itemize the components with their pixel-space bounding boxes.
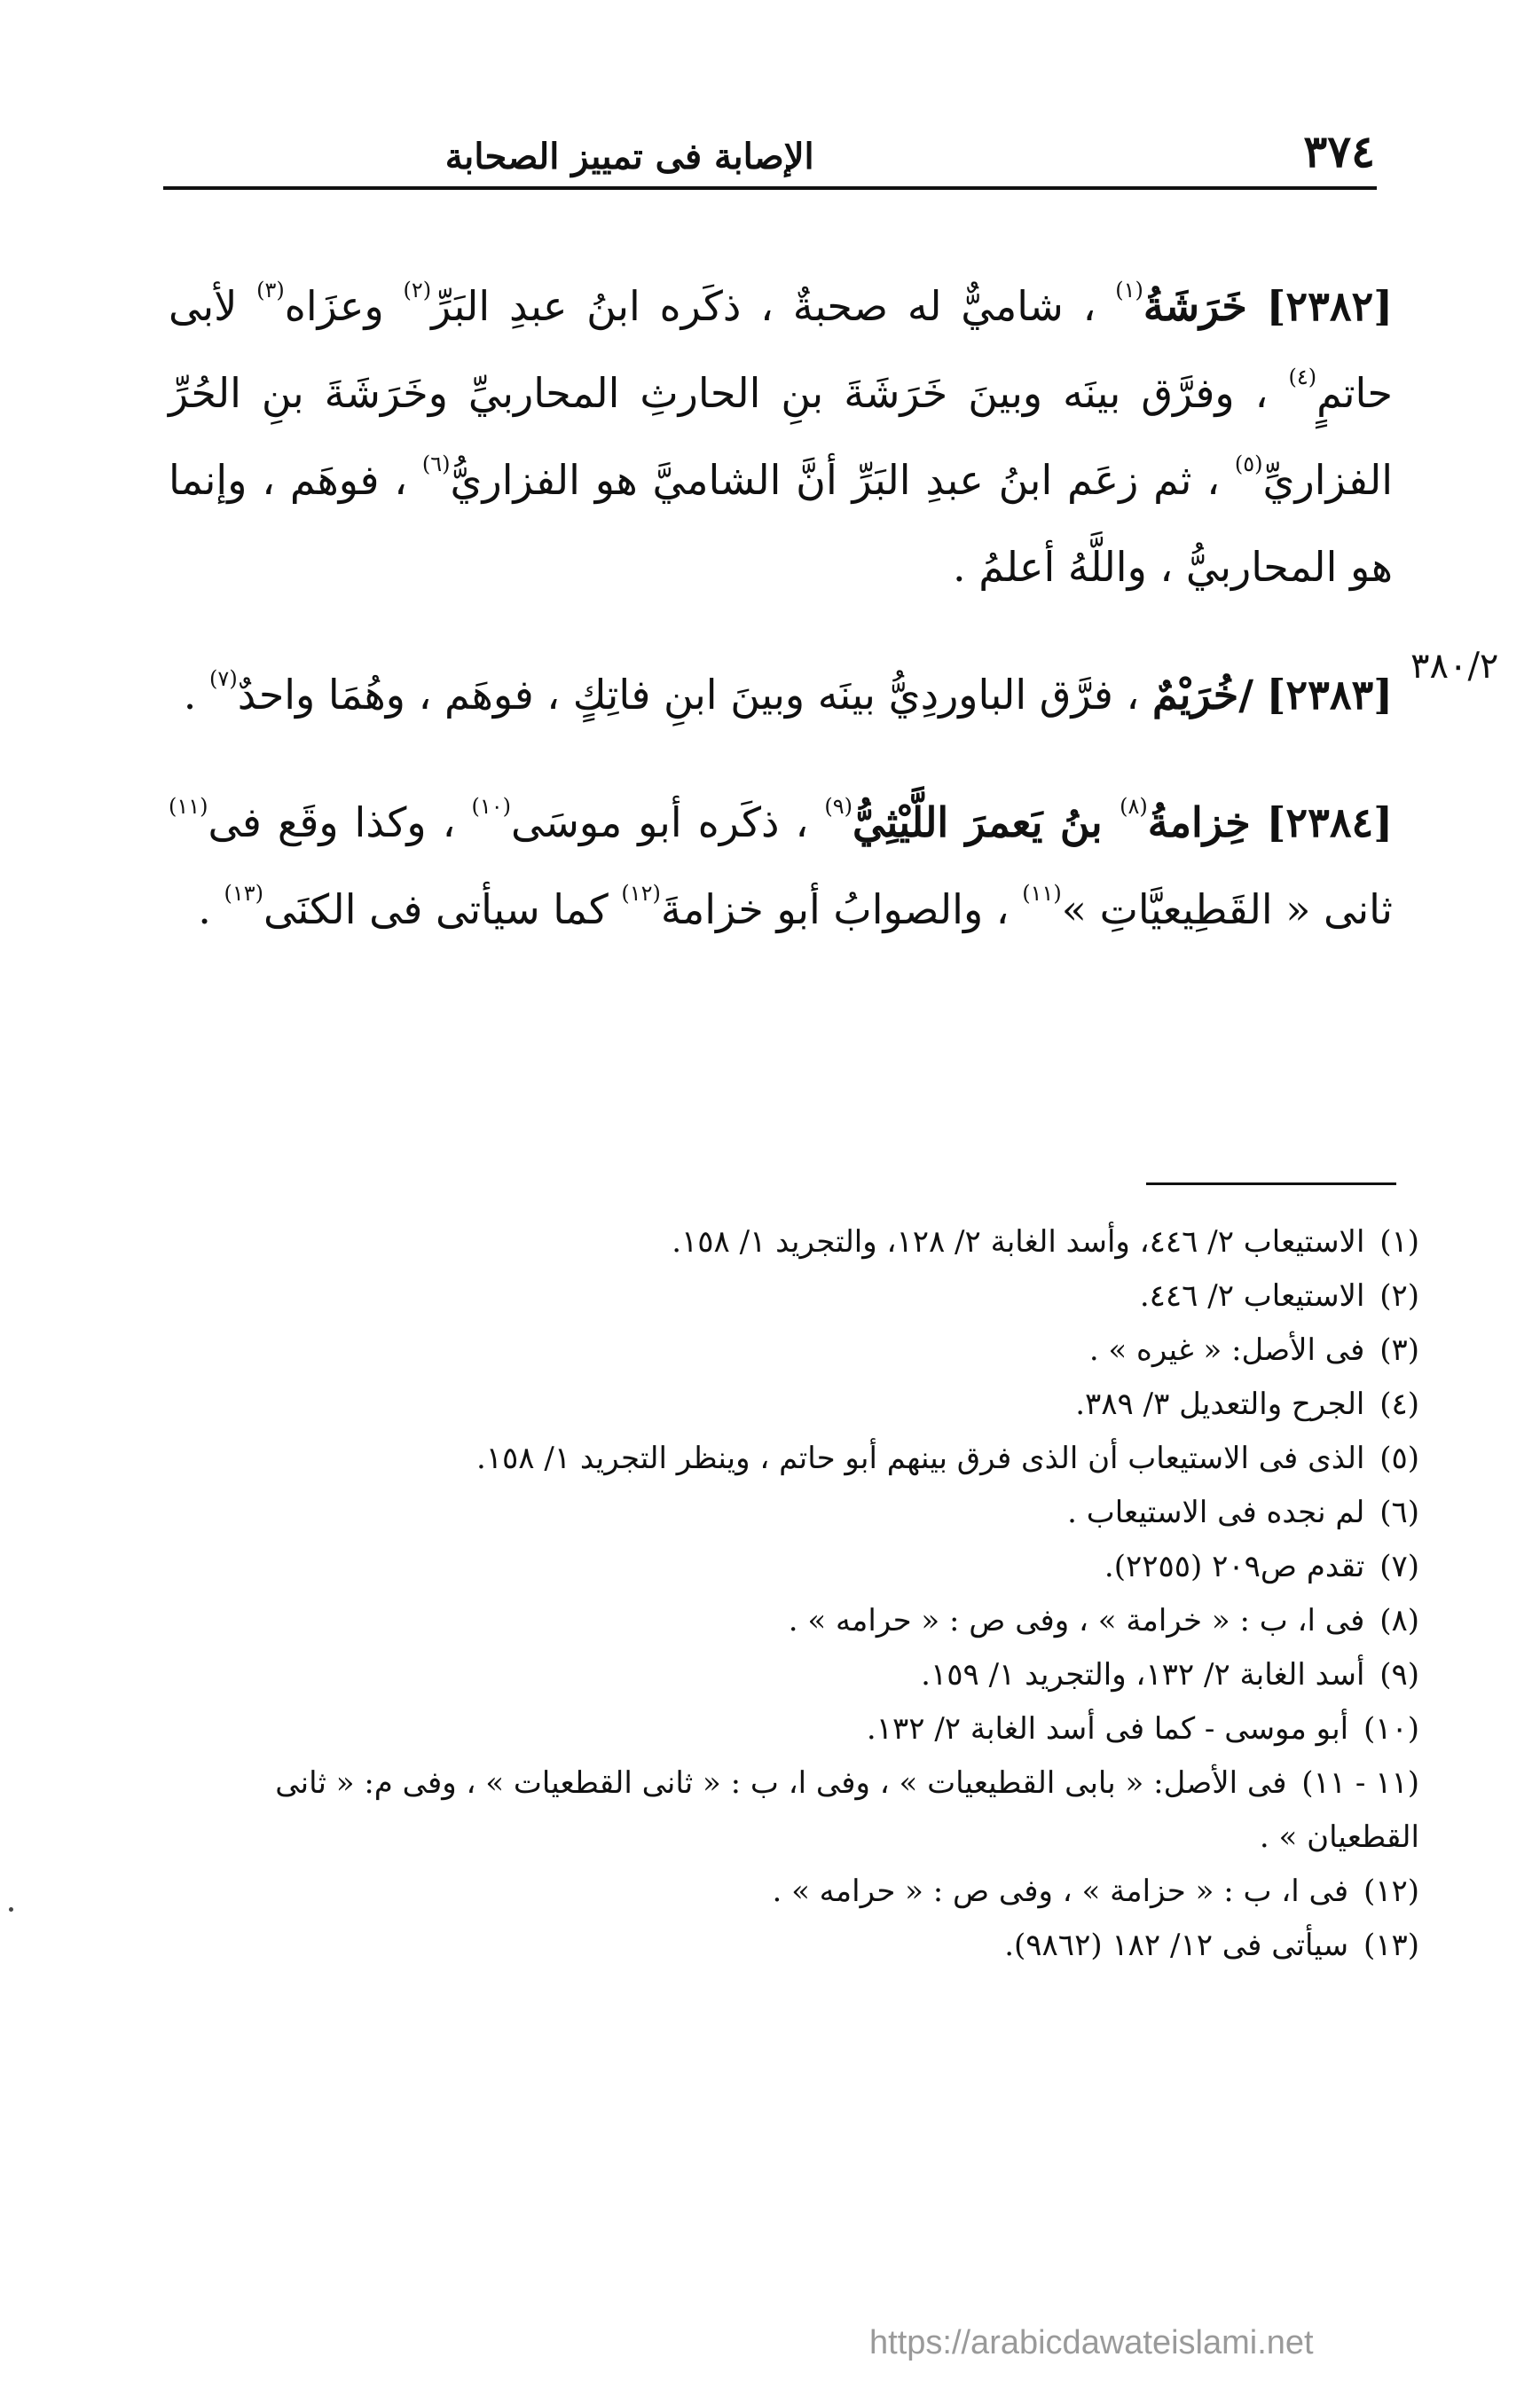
- footnote-label: (١٢): [1363, 1874, 1419, 1909]
- entry-name: خَرَشَةُ: [1143, 282, 1247, 330]
- footnote-marker: (١١): [1022, 881, 1062, 906]
- footnote-item: [177, 1702, 1419, 1756]
- footnote-text: لم نجده فى الاستيعاب .: [1067, 1495, 1365, 1530]
- entry-text: .: [198, 885, 224, 933]
- footnote-item: [177, 1540, 1419, 1594]
- footnote-separator: [1146, 1182, 1396, 1185]
- footnote-label: (٩): [1379, 1657, 1419, 1693]
- entry: [169, 263, 1393, 610]
- entry-name-continuation: بنُ يَعمرَ اللَّيْثِيُّ: [852, 798, 1120, 846]
- footnote-marker: (٩): [824, 794, 852, 819]
- footnote-label: (٨): [1379, 1603, 1419, 1638]
- entry-text: ، والصوابُ أبو خزامةَ: [660, 885, 1023, 933]
- entry: [169, 651, 1393, 738]
- footnote-label: (١١ - ١١): [1301, 1765, 1419, 1801]
- footnote-item: [177, 1919, 1419, 1973]
- entry-text: ، وكذا وقَع فى: [208, 798, 472, 846]
- footnote-text: فى ا، ب : « حزامة » ، وفى ص : « حرامه » .: [772, 1874, 1349, 1909]
- footnote-marker: (٥): [1234, 452, 1263, 476]
- footnote-item: [177, 1648, 1419, 1702]
- entry-text: ، ثم زعَم ابنُ عبدِ البَرِّ أنَّ الشاميَّ هو الفزاريُّ: [450, 456, 1235, 504]
- footnote-item: [177, 1756, 1419, 1865]
- entry-number: [٢٣٨٢]: [1266, 282, 1393, 330]
- footnote-label: (٧): [1379, 1549, 1419, 1584]
- footnote-text: تقدم ص٢٠٩ (٢٢٥٥).: [1104, 1549, 1365, 1584]
- footnote-label: (١٣): [1363, 1928, 1419, 1963]
- footnote-item: [177, 1865, 1419, 1919]
- header-rule: [163, 186, 1377, 190]
- entry-text: ، وفرَّق بينَه وبينَ خَرَشَةَ بنِ الحارثِ المحاربيِّ وخَرَشَةَ بنِ الحُرِّ الفزاريِّ: [169, 369, 1393, 504]
- entry: [169, 779, 1393, 953]
- footnote-text: فى ا، ب : « خرامة » ، وفى ص : « حرامه » .: [788, 1603, 1365, 1638]
- entry-name: خِزامةُ: [1147, 798, 1251, 846]
- footnote-item: [177, 1378, 1419, 1432]
- footnote-text: الجرح والتعديل ٣/ ٣٨٩.: [1075, 1387, 1365, 1422]
- footnote-item: [177, 1215, 1419, 1269]
- footnote-marker: (٢): [403, 278, 432, 302]
- page-header: [169, 106, 1375, 177]
- footnote-marker: (١١): [169, 794, 208, 819]
- scan-speck: [9, 1907, 13, 1912]
- watermark-url: https://arabicdawateislami.net: [869, 2324, 1314, 2361]
- footnote-marker: (٣): [256, 278, 285, 302]
- margin-volume-page-reference: ٣٨٠/٢: [1410, 646, 1499, 687]
- footnote-item: [177, 1324, 1419, 1378]
- footnote-label: (٣): [1379, 1332, 1419, 1368]
- entry-text: كما سيأتى فى الكنَى: [263, 885, 622, 933]
- footnote-text: الاستيعاب ٢/ ٤٤٦.: [1139, 1278, 1365, 1314]
- footnote-marker: (٤): [1288, 365, 1317, 389]
- entry-text: وعزَاه: [284, 282, 404, 330]
- footnote-label: (٢): [1379, 1278, 1419, 1314]
- footnote-label: (١): [1379, 1224, 1419, 1260]
- footnote-label: (٦): [1379, 1495, 1419, 1530]
- footnote-text: أسد الغابة ٢/ ١٣٢، والتجريد ١/ ١٥٩.: [921, 1657, 1365, 1693]
- entry-number: [٢٣٨٤]: [1266, 798, 1394, 846]
- footnote-marker: (٦): [421, 452, 451, 476]
- footnote-text: الاستيعاب ٢/ ٤٤٦، وأسد الغابة ٢/ ١٢٨، والتجريد ١/ ١٥٨.: [672, 1224, 1365, 1260]
- footnote-item: [177, 1269, 1419, 1324]
- entry-text: ، شاميٌّ له صحبةٌ ، ذكَره ابنُ عبدِ البَرِّ: [431, 282, 1116, 330]
- footnote-label: (١٠): [1363, 1711, 1419, 1747]
- footnote-marker: (١): [1115, 278, 1143, 302]
- entry-text: .: [183, 671, 210, 719]
- footnote-label: (٥): [1379, 1441, 1419, 1476]
- footnote-label: (٤): [1379, 1387, 1419, 1422]
- footnote-marker: (٧): [209, 666, 238, 691]
- entry-text: لأبى حاتمٍ: [169, 282, 1393, 417]
- entry-text: ، ذكَره أبو موسَى: [510, 798, 825, 846]
- footnote-marker: (١٠): [471, 794, 511, 819]
- footnote-item: [177, 1594, 1419, 1648]
- footnote-text: الذى فى الاستيعاب أن الذى فرق بينهم أبو حاتم ، وينظر التجريد ١/ ١٥٨.: [475, 1441, 1365, 1476]
- biography-entries: [169, 222, 1393, 970]
- footnote-text: سيأتى فى ١٢/ ١٨٢ (٩٨٦٢).: [1004, 1928, 1349, 1963]
- footnote-text: فى الأصل: « بابى القطيعيات » ، وفى ا، ب : « ثانى القطعيات » ، وفى م: « ثانى القطعيان » .: [275, 1765, 1419, 1855]
- entry-text: ، فرَّق الباوردِيُّ بينَه وبينَ ابنِ فاتِكٍ ، فوهَم ، وهُمَا واحدٌ: [237, 671, 1152, 719]
- footnote-item: [177, 1486, 1419, 1540]
- page-number: ٣٧٤: [1303, 125, 1375, 177]
- entry-number: [٢٣٨٣]: [1266, 671, 1393, 719]
- running-title: الإصابة فى تمييز الصحابة: [444, 136, 814, 177]
- footnote-text: أبو موسى - كما فى أسد الغابة ٢/ ١٣٢.: [866, 1711, 1349, 1747]
- footnotes: [177, 1215, 1419, 1973]
- entry-name: /خُرَيْمٌ: [1151, 671, 1254, 719]
- footnote-marker: (١٣): [224, 881, 264, 906]
- footnote-item: [177, 1432, 1419, 1486]
- footnote-text: فى الأصل: « غيره » .: [1088, 1332, 1365, 1368]
- entry-text: ، فوهَم ، وإنما هو المحاربيُّ ، واللَّهُ أعلمُ .: [169, 456, 1393, 591]
- footnote-marker: (٨): [1120, 794, 1148, 819]
- entry-text: ثانى « القَطِيعيَّاتِ »: [1061, 885, 1393, 933]
- footnote-marker: (١٢): [621, 881, 661, 906]
